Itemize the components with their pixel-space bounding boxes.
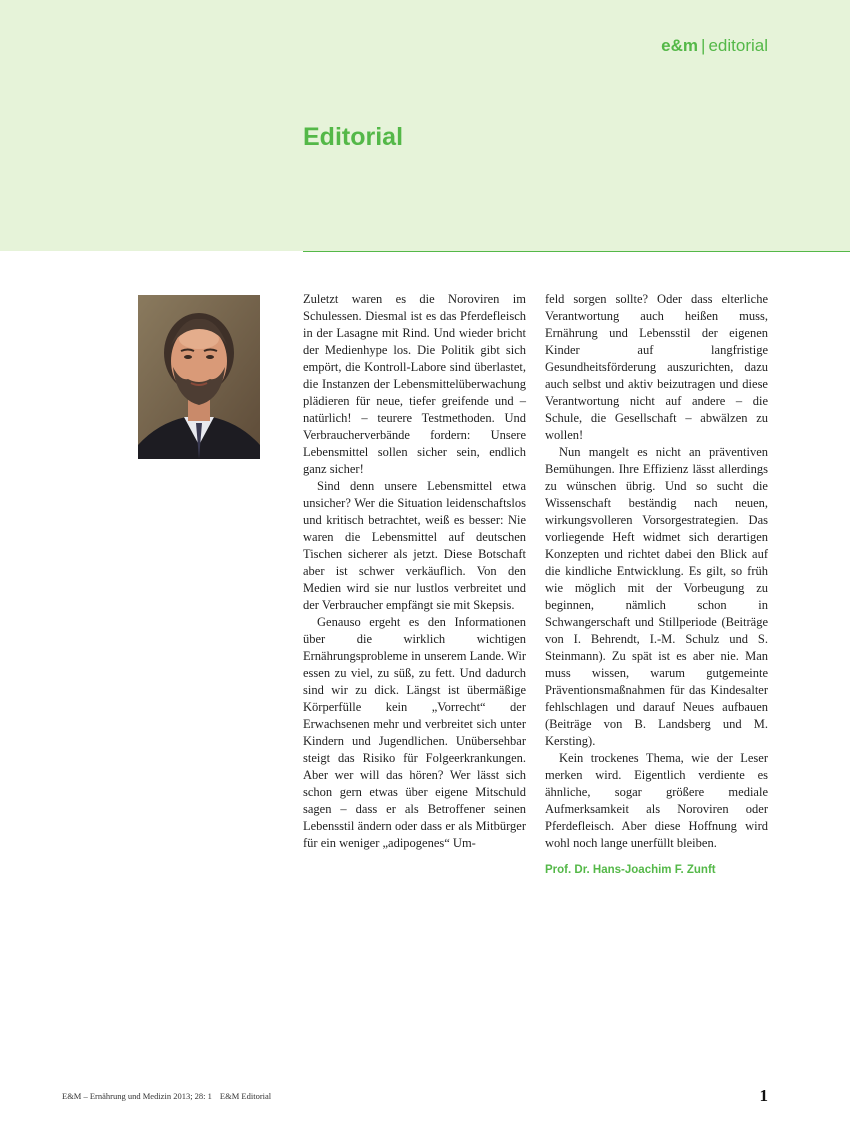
author-portrait-icon [138, 295, 260, 459]
section-label [661, 36, 768, 56]
journal-citation: E&M – Ernährung und Medizin 2013; 28: 1 [62, 1091, 212, 1101]
paragraph: feld sorgen sollte? Oder dass elterliche Verantwortung auch heißen muss, Ernährung und Lebensstil der eigenen Kinder auf langfristige Gesundheitsförderung auszurichten, dazu auch selbst und aktiv beizutragen und diese Verantwortung nicht auf andere – die Schule, die Gesellschaft – abwälzen zu wollen! [545, 292, 768, 442]
label-separator: | [701, 36, 706, 55]
paragraph: Nun mangelt es nicht an präventiven Bemühungen. Ihre Effizienz lässt allerdings zu wünschen übrig. Und so sucht die Wissenschaft beständig nach neuen, wirkungsvolleren Vorsorgestrategien. Das vorliegende Heft widmet sich derartigen Konzepten und richtet dabei den Blick auf die kindliche Entwicklung. Es gilt, so früh wie möglich mit der Vorbeugung zu beginnen, nämlich schon in Schwangerschaft und Stillperiode (Beiträge von I. Behrendt, I.-M. Schulz und S. Steinmann). Zu spät ist es aber nie. Man muss wissen, warum gutgemeinte Präventionsmaßnahmen für das Kindesalter fehlschlagen und darauf Neues aufbauen (Beiträge von B. Landsberg und M. Kersting). [545, 445, 768, 748]
page-title: Editorial [303, 123, 404, 151]
header-divider [303, 251, 850, 252]
paragraph: Sind denn unsere Lebensmittel etwa unsicher? Wer die Situation leidenschaftslos und kritisch betrachtet, weiß es besser: Nie waren die Lebensmittel auf deutschen Tischen sicherer als jetzt. Diese Botschaft aber ist schwer verkäuflich. Von den Medien wird sie nur lustlos verbreitet und der Verbraucher empfängt sie mit Skepsis. [303, 479, 526, 612]
section-name: editorial [708, 36, 768, 55]
article-column-1 [303, 291, 526, 852]
paragraph: Kein trockenes Thema, wie der Leser merken wird. Eigentlich verdiente es ähnliche, sogar größere mediale Aufmerksamkeit als Noroviren oder Pferdefleisch. Aber diese Hoffnung wird wohl noch lange unerfüllt bleiben. [545, 751, 768, 850]
brand-name: e&m [661, 36, 699, 55]
paragraph: Genauso ergeht es den Informationen über die wirklich wichtigen Ernährungsprobleme in unserem Lande. Wir essen zu viel, zu süß, zu fett. Und dadurch sind wir zu dick. Längst ist übermäßige Körperfülle kein „Vorrecht“ der Erwachsenen mehr und verbreitet sich unter Kindern und Jugendlichen. Unübersehbar steigt das Risiko für Folgeerkrankungen. Aber wer will das hören? Wer lässt sich schon gern etwas über eigene Mitschuld sagen – dass er als Betroffener seinen Lebensstil ändern oder dass er als Mitbürger für ein weniger „adipogenes“ Um- [303, 615, 526, 850]
footer-citation [62, 1091, 271, 1101]
author-signature: Prof. Dr. Hans-Joachim F. Zunft [545, 864, 716, 876]
paragraph: Zuletzt waren es die Noroviren im Schulessen. Diesmal ist es das Pferdefleisch in der Lasagne mit Rind. Und wieder bricht der Medienhype los. Die Politik gibt sich empört, die Kontroll-Labore sind überlastet, die Instanzen der Lebensmittelüberwachung plädieren für neue, tiefer greifende und – natürlich! – teurere Testmethoden. Und Verbraucherverbände fordern: Unsere Lebensmittel sollen sicher sein, endlich ganz sicher! [303, 292, 526, 476]
page-number: 1 [759, 1086, 768, 1105]
footer-section: E&M Editorial [219, 1091, 272, 1101]
article-column-2 [545, 291, 768, 879]
